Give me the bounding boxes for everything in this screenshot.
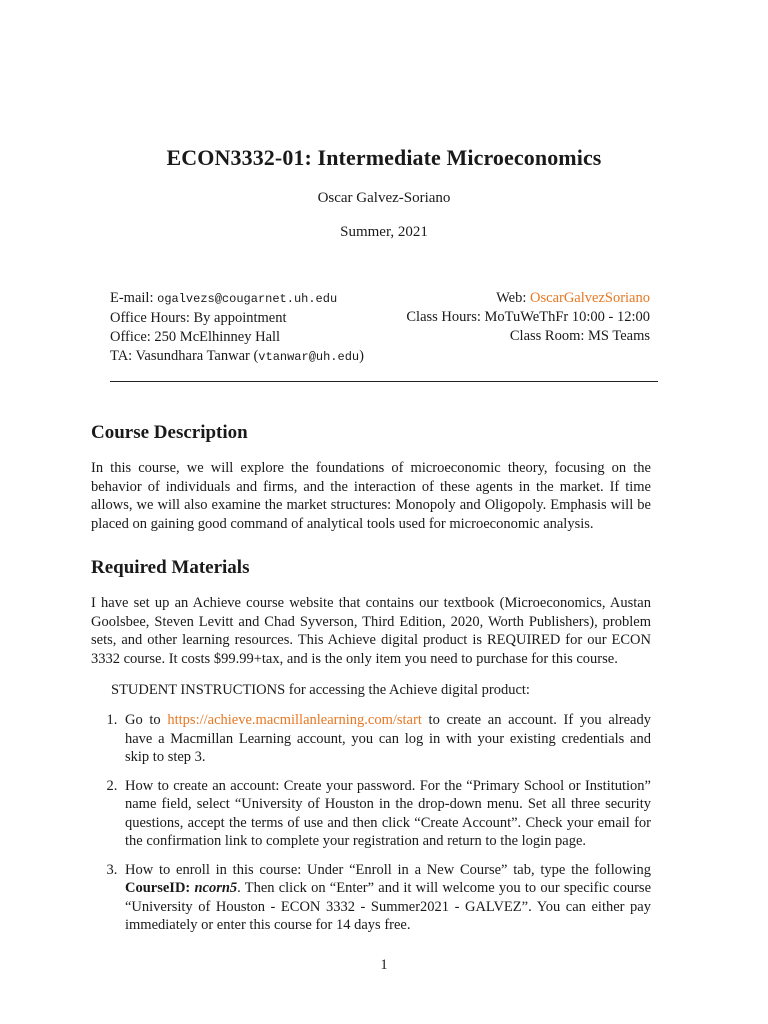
list-item: 2. How to create an account: Create your password. For the “Primary School or Institution” name field, select “University of Houston in the drop-down menu. Set all three security questions, accept the terms of use and then click “Create Account”. Check your email for the confirmation link to complete your registration and return to the login page. <box>121 777 651 851</box>
class-room: Class Room: MS Teams <box>509 328 650 344</box>
instructions-list <box>91 711 651 945</box>
office-hours: Office Hours: By appointment <box>110 310 287 326</box>
web-label: Web: <box>496 290 531 306</box>
course-term: Summer, 2021 <box>340 224 428 240</box>
course-id-value: ncorn5 <box>194 880 238 896</box>
page-number: 1 <box>380 957 388 973</box>
instructor-name: Oscar Galvez-Soriano <box>317 190 451 206</box>
ta-line <box>110 347 364 367</box>
step-1-post: to create an account. If you already have a Macmillan Learning account, you can log in with your existing credentials and skip to step 3. <box>125 712 651 765</box>
required-materials-heading: Required Materials <box>91 557 250 578</box>
header-divider <box>110 381 658 382</box>
achieve-link[interactable]: https://achieve.macmillanlearning.com/start <box>167 712 422 728</box>
required-materials-text: I have set up an Achieve course website that contains our textbook (Microeconomics, Austan Goolsbee, Steven Levitt and Chad Syverson, Third Edition, 2020, Worth Publishers), problem sets, and other learning resources. This Achieve digital product is REQUIRED for our ECON 3332 course. It costs $99.99+tax, and is the only item you need to purchase for this course. <box>91 595 651 667</box>
email-label: E-mail: <box>110 290 158 306</box>
instructions-intro: STUDENT INSTRUCTIONS for accessing the Achieve digital product: <box>111 682 530 698</box>
web-line <box>406 289 650 308</box>
web-link[interactable]: OscarGalvezSoriano <box>530 290 650 306</box>
office-location: Office: 250 McElhinney Hall <box>110 329 281 345</box>
ta-email[interactable]: vtanwar@uh.edu <box>258 350 360 364</box>
contact-left-column <box>110 289 364 367</box>
contact-right-column <box>406 289 650 346</box>
ta-label: TA: Vasundhara Tanwar ( <box>110 348 259 364</box>
email-address[interactable]: ogalvezs@cougarnet.uh.edu <box>157 292 338 306</box>
email-line <box>110 289 364 309</box>
list-item <box>121 711 651 767</box>
course-description-text: In this course, we will explore the foundations of microeconomic theory, focusing on the behavior of individuals and firms, and the interaction of these agents in the market. If time allows, we will also examine the market structures: Monopoly and Oligopoly. Emphasis will be placed on gaining good command of analytical tools used for microeconomic analysis. <box>91 460 651 532</box>
step-3-post: . Then click on “Enter” and it will welcome you to our specific course “University of Houston - ECON 3332 - Summer2021 - GALVEZ”. You can either pay immediately or enter this course for 14 days free. <box>125 880 652 933</box>
list-item <box>121 861 651 935</box>
step-3-pre: How to enroll in this course: Under “Enroll in a New Course” tab, type the following <box>125 861 651 878</box>
course-title: ECON3332-01: Intermediate Microeconomics <box>166 145 602 170</box>
course-description-heading: Course Description <box>91 422 248 443</box>
course-id-label: CourseID: <box>125 880 195 896</box>
class-hours: Class Hours: MoTuWeThFr 10:00 - 12:00 <box>406 309 650 325</box>
ta-close: ) <box>359 348 364 364</box>
step-1-pre: Go to <box>125 712 168 728</box>
